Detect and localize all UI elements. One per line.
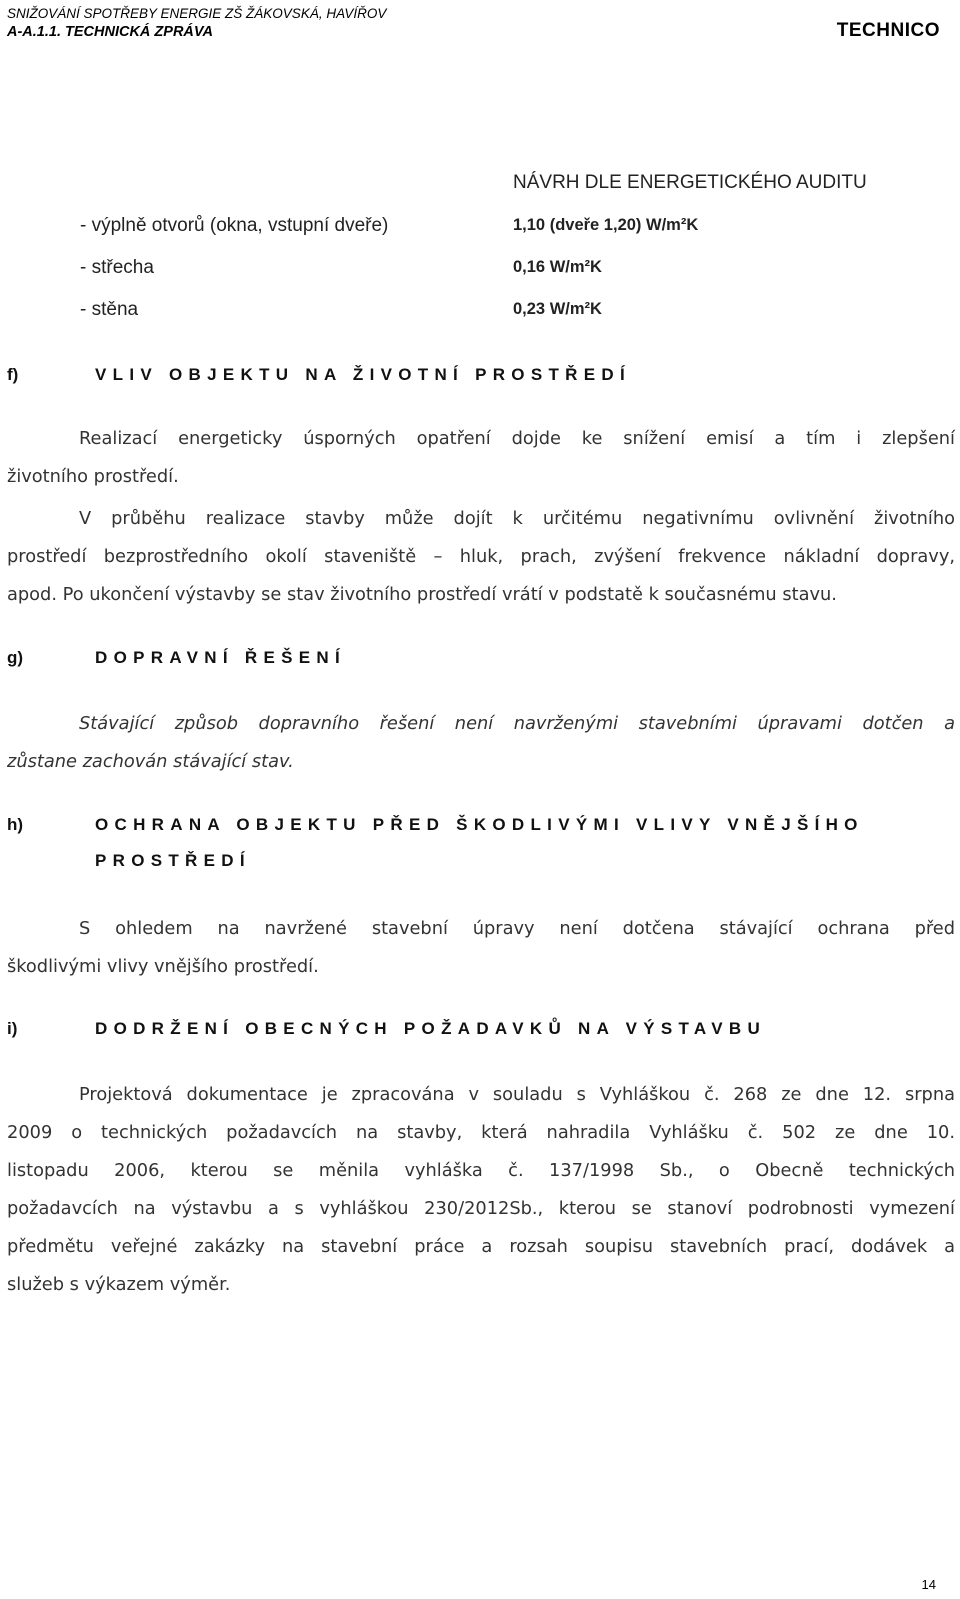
- audit-heading: NÁVRH DLE ENERGETICKÉHO AUDITU: [513, 172, 867, 193]
- audit-row-value: 1,10 (dveře 1,20) W/m²K: [513, 216, 699, 234]
- section-title-continuation: PROSTŘEDÍ: [95, 851, 251, 870]
- section-title: DODRŽENÍ OBECNÝCH POŽADAVKŮ NA VÝSTAVBU: [95, 1019, 767, 1038]
- section-letter: i): [7, 1019, 18, 1038]
- header-project-title: SNIŽOVÁNÍ SPOTŘEBY ENERGIE ZŠ ŽÁKOVSKÁ, HAVÍŘOV: [7, 6, 387, 21]
- text-line: předmětu veřejné zakázky na stavební práce a rozsah soupisu stavebních prací, dodávek a: [7, 1236, 955, 1257]
- section-h-paragraph: [7, 910, 955, 986]
- text-line: požadavcích na výstavbu a s vyhláškou 230/2012Sb., kterou se stanoví podrobnosti vymezení: [7, 1198, 955, 1219]
- text-line: V průběhu realizace stavby může dojít k určitému negativnímu ovlivnění životního: [79, 508, 955, 529]
- page-header: [7, 4, 386, 42]
- text-line: životního prostředí.: [7, 466, 179, 487]
- text-line: apod. Po ukončení výstavby se stav životního prostředí vrátí v podstatě k současnému stavu.: [7, 584, 837, 605]
- company-logo: TECHNICO: [836, 20, 940, 41]
- text-line: Stávající způsob dopravního řešení není navrženými stavebními úpravami dotčen a: [79, 713, 955, 734]
- text-line: prostředí bezprostředního okolí staveniště – hluk, prach, zvýšení frekvence nákladní dopravy,: [7, 546, 955, 567]
- section-letter: g): [7, 648, 24, 667]
- audit-row-label: - stěna: [80, 299, 139, 320]
- text-line: služeb s výkazem výměr.: [7, 1274, 231, 1295]
- section-title: OCHRANA OBJEKTU PŘED ŠKODLIVÝMI VLIVY VNĚJŠÍHO: [95, 815, 864, 834]
- section-letter: h): [7, 815, 24, 834]
- section-title: VLIV OBJEKTU NA ŽIVOTNÍ PROSTŘEDÍ: [95, 365, 631, 384]
- audit-row-value: 0,23 W/m²K: [513, 300, 602, 318]
- section-f-paragraph-1: [7, 420, 955, 496]
- audit-row-label: - výplně otvorů (okna, vstupní dveře): [80, 215, 389, 236]
- page-number: 14: [921, 1577, 936, 1592]
- text-line: S ohledem na navržené stavební úpravy není dotčena stávající ochrana před: [79, 918, 955, 939]
- header-document-id: A-A.1.1. TECHNICKÁ ZPRÁVA: [7, 24, 213, 40]
- section-f-paragraph-2: [7, 500, 955, 614]
- text-line: Realizací energeticky úsporných opatření dojde ke snížení emisí a tím i zlepšení: [79, 428, 955, 449]
- section-i-paragraph: [7, 1076, 955, 1304]
- text-line: škodlivými vlivy vnějšího prostředí.: [7, 956, 319, 977]
- audit-row-value: 0,16 W/m²K: [513, 258, 602, 276]
- text-line: 2009 o technických požadavcích na stavby, která nahradila Vyhlášku č. 502 ze dne 10.: [7, 1122, 955, 1143]
- text-line: zůstane zachován stávající stav.: [7, 751, 294, 772]
- section-title: DOPRAVNÍ ŘEŠENÍ: [95, 648, 346, 667]
- section-letter: f): [7, 365, 19, 384]
- section-g-paragraph: [7, 705, 955, 781]
- audit-row-label: - střecha: [80, 257, 154, 278]
- text-line: listopadu 2006, kterou se měnila vyhláška č. 137/1998 Sb., o Obecně technických: [7, 1160, 955, 1181]
- text-line: Projektová dokumentace je zpracována v souladu s Vyhláškou č. 268 ze dne 12. srpna: [79, 1084, 955, 1105]
